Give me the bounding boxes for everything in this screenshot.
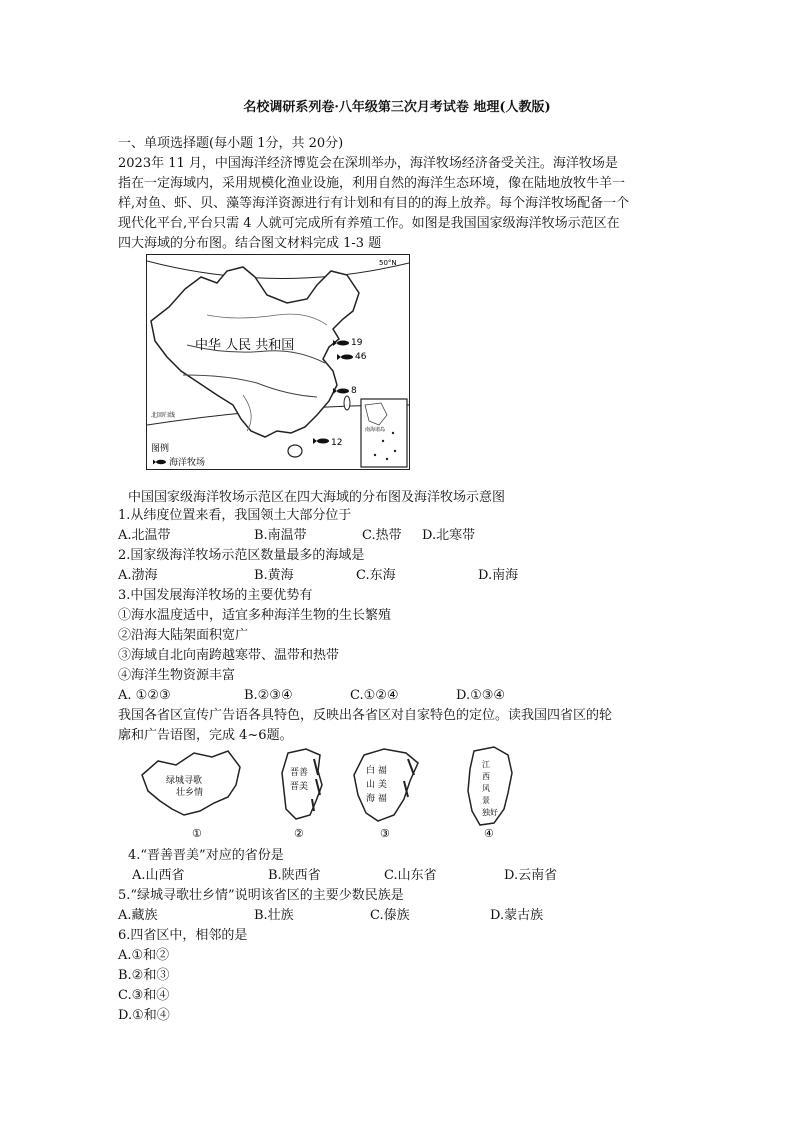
q5-option-b[interactable]: B.壮族 (254, 908, 294, 923)
section-heading: 一、单项选择题(每小题 1分，共 20分) (118, 136, 344, 151)
q3-statement: ②沿海大陆架面积宽广 (118, 628, 249, 643)
q6-option-c[interactable]: C.③和④ (118, 988, 170, 1003)
q1-option-b[interactable]: B.南温带 (254, 528, 307, 543)
q6-option-b[interactable]: B.②和③ (118, 968, 170, 983)
legend-item-label: 海洋牧场 (169, 458, 206, 468)
province-outline-guangxi (136, 745, 248, 841)
passage-line: 现代化平台,平台只需 4 人就可完成所有养殖工作。如图是我国国家级海洋牧场示范区在 (118, 216, 620, 231)
passage-line: 我国各省区宣传广告语各具特色，反映出各省区对自家特色的定位。读我国四省区的轮 (118, 708, 613, 723)
svg-text:江: 江 (482, 760, 490, 769)
q1-option-a[interactable]: A.北温带 (118, 528, 171, 543)
svg-text:山 美: 山 美 (366, 780, 387, 790)
q2-option-b[interactable]: B.黄海 (254, 568, 294, 583)
question-4-stem: 4.“晋善晋美”对应的省份是 (128, 848, 284, 863)
passage-line: 四大海域的分布图。结合图文材料完成 1-3 题 (118, 236, 382, 251)
question-5-stem: 5.“绿城寻歌壮乡情”说明该省区的主要少数民族是 (118, 888, 404, 903)
taiwan-island (344, 396, 350, 410)
q4-option-d[interactable]: D.云南省 (504, 868, 558, 883)
passage-line: 2023年 11 月，中国海洋经济博览会在深圳举办，海洋牧场经济备受关注。海洋牧场是 (118, 156, 618, 171)
svg-text:西: 西 (482, 772, 490, 781)
province-number: ② (294, 827, 304, 840)
q2-option-c[interactable]: C.东海 (356, 568, 396, 583)
q3-option-a[interactable]: A. ①②③ (118, 688, 171, 703)
legend-title: 图例 (151, 444, 170, 454)
passage-line: 指在一定海域内，采用规模化渔业设施，利用自然的海洋生态环境，像在陆地放牧牛羊一 (118, 176, 626, 191)
svg-text:独好: 独好 (482, 808, 498, 817)
q4-option-a[interactable]: A.山西省 (132, 868, 185, 883)
china-map (147, 255, 409, 469)
q3-statement: ③海域自北向南跨越寒带、温带和热带 (118, 648, 340, 663)
svg-text:风: 风 (482, 784, 490, 793)
q4-option-b[interactable]: B.陕西省 (268, 868, 321, 883)
china-map-figure (146, 254, 410, 470)
country-label: 中华 人民 共和国 (195, 338, 295, 353)
province-number: ④ (484, 827, 494, 840)
question-2-stem: 2.国家级海洋牧场示范区数量最多的海域是 (118, 548, 365, 563)
passage-line: 样,对鱼、虾、贝、藻等海洋资源进行有计划和有目的的海上放养。每个海洋牧场配备一个 (118, 196, 630, 211)
question-3-stem: 3.中国发展海洋牧场的主要优势有 (118, 588, 313, 603)
q2-option-d[interactable]: D.南海 (478, 568, 519, 583)
fish-marker (313, 438, 329, 444)
count-label: 19 (351, 338, 363, 348)
q1-option-d[interactable]: D.北寒带 (422, 528, 476, 543)
province-outline-shandong (344, 745, 424, 841)
province-number: ③ (380, 827, 390, 840)
fish-marker (337, 354, 353, 360)
q5-option-a[interactable]: A.藏族 (118, 908, 158, 923)
q3-statement: ①海水温度适中，适宜多种海洋生物的生长繁殖 (118, 608, 392, 623)
count-label: 12 (331, 438, 343, 448)
tropic-label: 北回归线 (151, 412, 176, 419)
question-6-stem: 6.四省区中，相邻的是 (118, 928, 248, 943)
svg-text:晋美: 晋美 (290, 782, 309, 792)
latitude-label: 50°N (379, 259, 397, 267)
q4-option-c[interactable]: C.山东省 (384, 868, 437, 883)
q3-option-d[interactable]: D.①③④ (456, 688, 506, 703)
svg-text:晋善: 晋善 (290, 768, 309, 778)
legend-fish-icon (153, 460, 166, 465)
question-1-stem: 1.从纬度位置来看，我国领土大部分位于 (118, 508, 352, 523)
q6-option-d[interactable]: D.①和④ (118, 1008, 170, 1023)
q5-option-c[interactable]: C.傣族 (370, 908, 410, 923)
svg-text:海 福: 海 福 (366, 794, 387, 804)
count-label: 46 (355, 352, 367, 362)
passage-line: 廓和广告语图，完成 4~6题。 (118, 728, 293, 743)
q5-option-d[interactable]: D.蒙古族 (490, 908, 544, 923)
q3-statement: ④海洋生物资源丰富 (118, 668, 236, 683)
q3-option-b[interactable]: B.②③④ (244, 688, 293, 703)
map-caption: 中国国家级海洋牧场示范区在四大海域的分布图及海洋牧场示意图 (128, 490, 506, 505)
q3-option-c[interactable]: C.①②④ (350, 688, 399, 703)
inset-label: 南海诸岛 (365, 427, 386, 433)
latitude-line (147, 261, 409, 279)
svg-text:白 福: 白 福 (366, 766, 387, 776)
q6-option-a[interactable]: A.①和② (118, 948, 170, 963)
hainan-island (288, 445, 302, 457)
svg-text:绿城寻歌: 绿城寻歌 (166, 776, 203, 786)
province-outline-jiangxi (460, 745, 520, 841)
province-number: ① (192, 827, 202, 840)
svg-text:壮乡情: 壮乡情 (176, 788, 204, 798)
count-label: 8 (351, 386, 357, 396)
province-outline-shanxi (276, 745, 330, 841)
page-title: 名校调研系列卷·八年级第三次月考试卷 地理(人教版) (243, 100, 551, 115)
q1-option-c[interactable]: C.热带 (362, 528, 402, 543)
q2-option-a[interactable]: A.渤海 (118, 568, 158, 583)
svg-text:景: 景 (482, 796, 490, 805)
